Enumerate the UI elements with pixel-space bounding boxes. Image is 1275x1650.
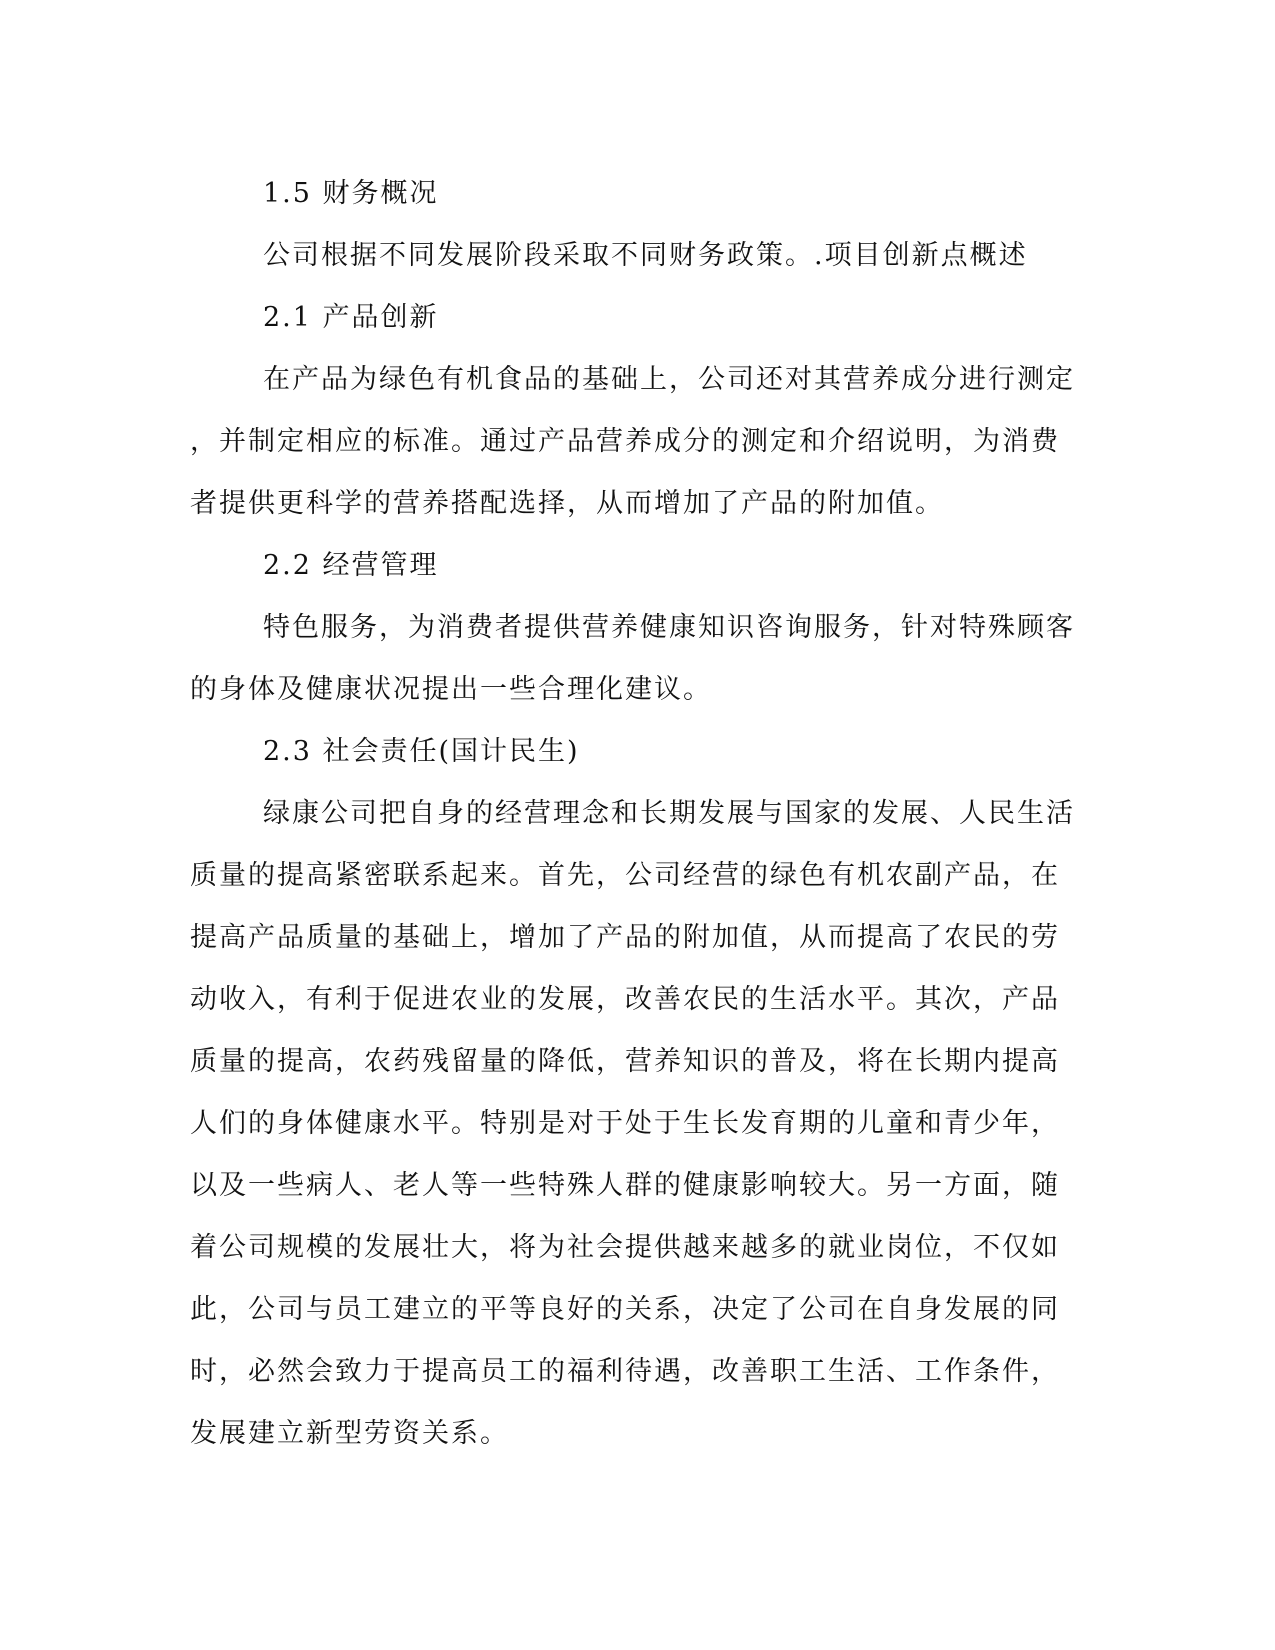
paragraph-line: 着公司规模的发展壮大，将为社会提供越来越多的就业岗位，不仅如 (190, 1232, 1060, 1263)
section-heading-financial-overview: 1.5 财务概况 (263, 178, 439, 209)
paragraph-line: 绿康公司把自身的经营理念和长期发展与国家的发展、人民生活 (263, 798, 1075, 829)
section-heading-operations-management: 2.2 经营管理 (263, 550, 439, 581)
section-heading-product-innovation: 2.1 产品创新 (263, 302, 439, 333)
paragraph-line: 质量的提高，农药残留量的降低，营养知识的普及，将在长期内提高 (190, 1046, 1060, 1077)
paragraph-line: 人们的身体健康水平。特别是对于处于生长发育期的儿童和青少年， (190, 1108, 1060, 1139)
paragraph-line: 提高产品质量的基础上，增加了产品的附加值，从而提高了农民的劳 (190, 922, 1060, 953)
document-body (190, 163, 1090, 1465)
paragraph-line: 此，公司与员工建立的平等良好的关系，决定了公司在自身发展的同 (190, 1294, 1060, 1325)
section-heading-social-responsibility: 2.3 社会责任(国计民生) (263, 736, 580, 767)
paragraph-line: 以及一些病人、老人等一些特殊人群的健康影响较大。另一方面，随 (190, 1170, 1060, 1201)
paragraph-line: 在产品为绿色有机食品的基础上，公司还对其营养成分进行测定 (263, 364, 1075, 395)
paragraph-line: 发展建立新型劳资关系。 (190, 1418, 509, 1449)
paragraph-line: 动收入，有利于促进农业的发展，改善农民的生活水平。其次，产品 (190, 984, 1060, 1015)
paragraph-line: 质量的提高紧密联系起来。首先，公司经营的绿色有机农副产品，在 (190, 860, 1060, 891)
paragraph-line: 的身体及健康状况提出一些合理化建议。 (190, 674, 712, 705)
paragraph-line: ，并制定相应的标准。通过产品营养成分的测定和介绍说明，为消费 (190, 426, 1060, 457)
paragraph-line: 特色服务，为消费者提供营养健康知识咨询服务，针对特殊顾客 (263, 612, 1075, 643)
paragraph-line: 者提供更科学的营养搭配选择，从而增加了产品的附加值。 (190, 488, 944, 519)
paragraph-line: 公司根据不同发展阶段采取不同财务政策。.项目创新点概述 (263, 240, 1028, 271)
paragraph-line: 时，必然会致力于提高员工的福利待遇，改善职工生活、工作条件， (190, 1356, 1060, 1387)
